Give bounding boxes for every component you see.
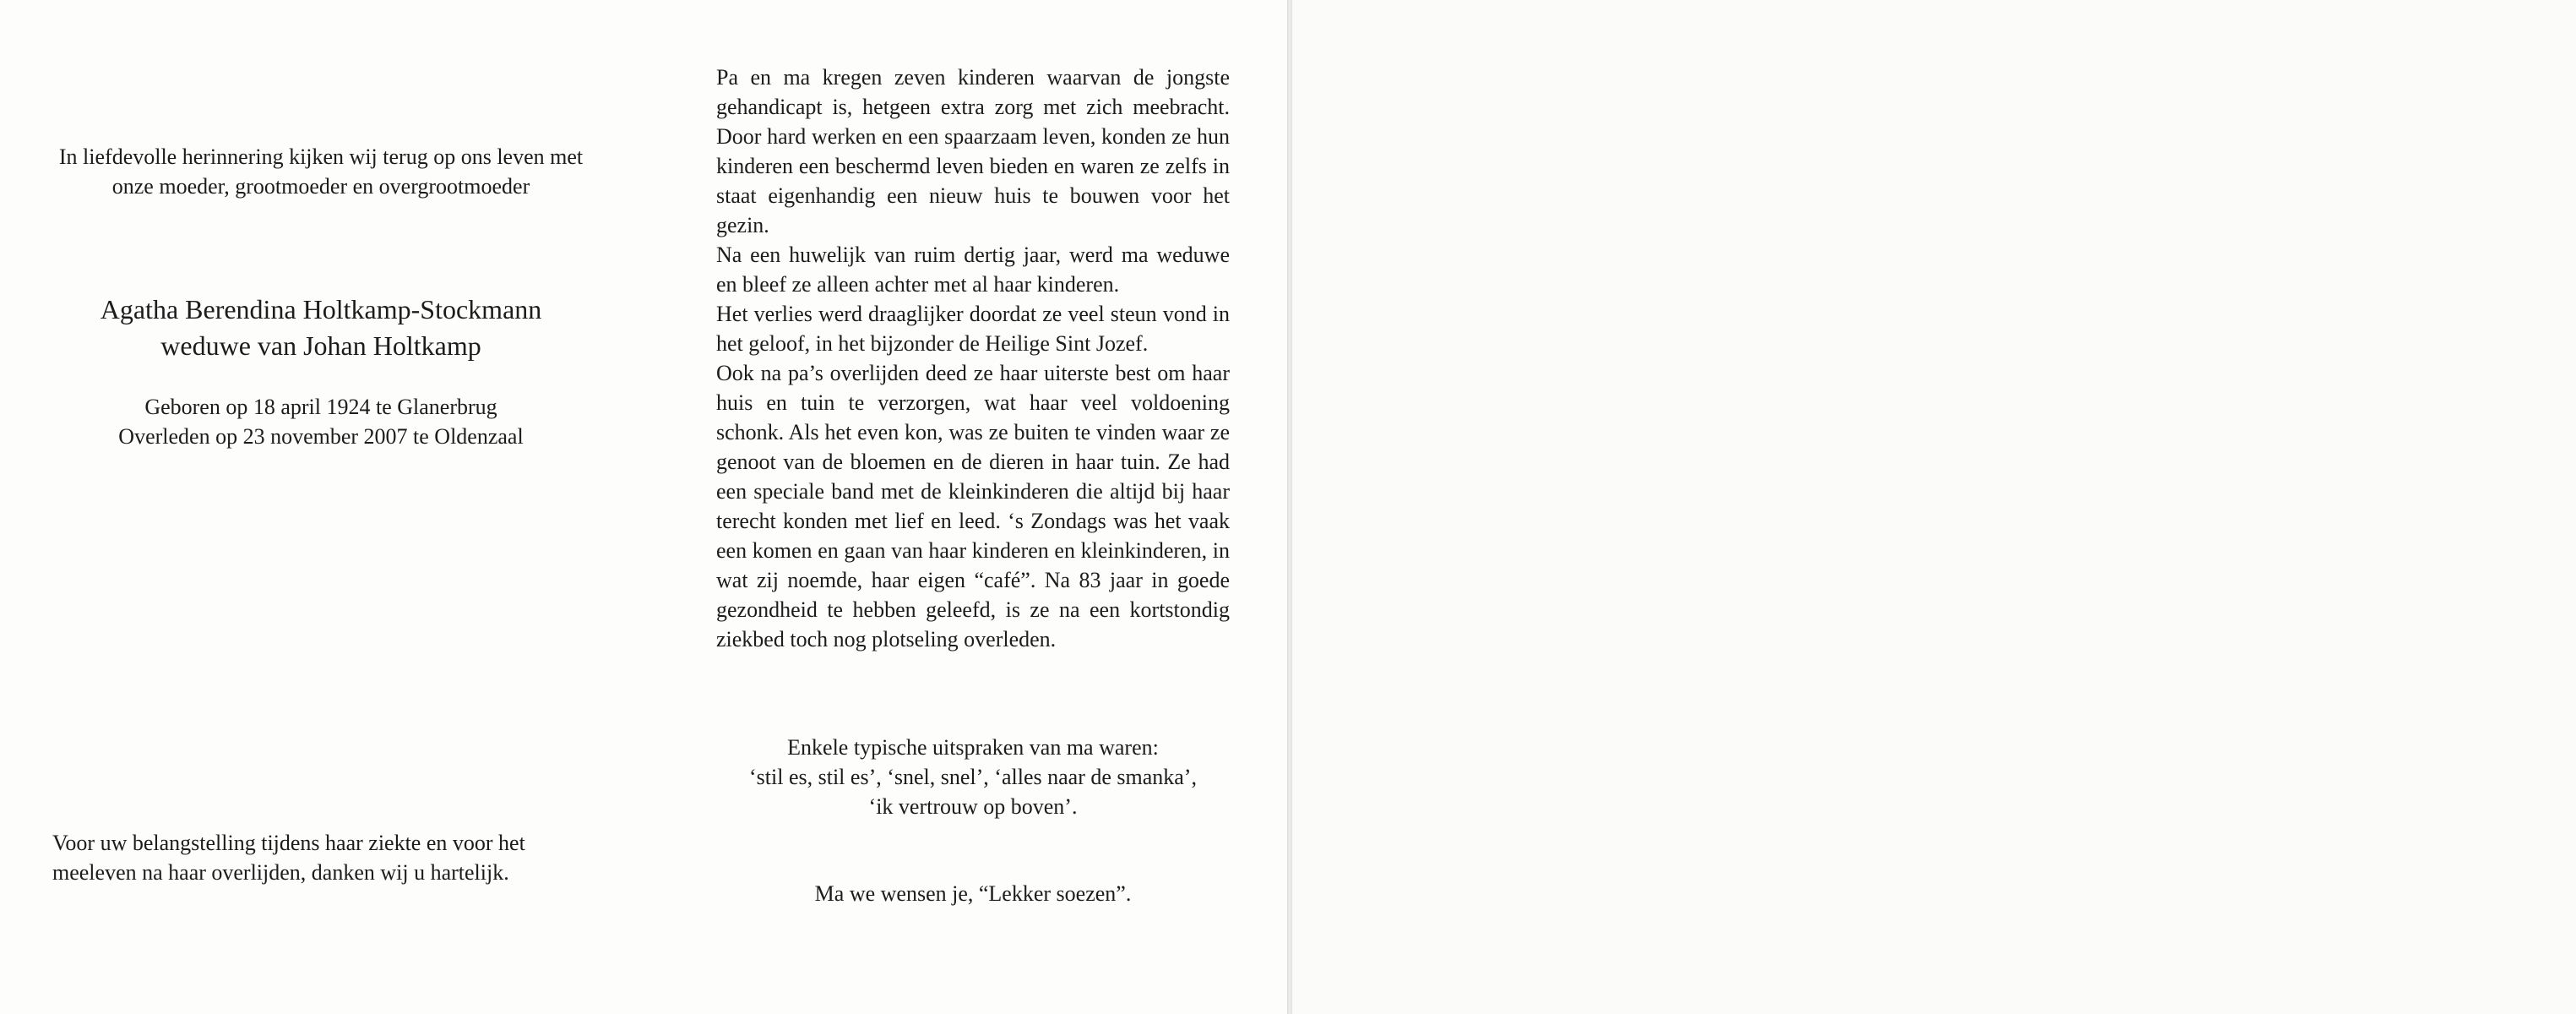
intro-paragraph: In liefdevolle herinnering kijken wij terug op ons leven met onze moeder, grootmoeder en overgrootmoeder [58, 144, 584, 199]
closing-line: Ma we wensen je, “Lekker soezen”. [814, 881, 1132, 906]
sayings-line: ‘ik vertrouw op boven’. [868, 794, 1078, 819]
death-line: Overleden op 23 november 2007 te Oldenzaal [118, 424, 524, 449]
widow-of: weduwe van Johan Holtkamp [160, 330, 481, 361]
deceased-block [34, 292, 608, 364]
biography-paragraph: Na een huwelijk van ruim dertig jaar, werd ma weduwe en bleef ze alleen achter met al haar kinderen. [716, 243, 1230, 297]
thanks-paragraph: Voor uw belangstelling tijdens haar ziekte en voor het meeleven na haar overlijden, danken wij u hartelijk. [52, 831, 525, 885]
biography-text [716, 63, 1230, 654]
intro-text [51, 142, 591, 201]
card-cover-page [1292, 0, 2576, 1014]
thanks-text [52, 828, 593, 887]
sayings-intro: Enkele typische uitspraken van ma waren: [787, 735, 1159, 760]
biography-paragraph: Pa en ma kregen zeven kinderen waarvan de jongste gehandicapt is, hetgeen extra zorg met zich meebracht. Door hard werken en een spaarzaam leven, konden ze hun kinderen een beschermd leven bieden en waren ze zelfs in staat eigenhandig een nieuw huis te bouwen voor het gezin. [716, 65, 1230, 237]
sayings-block [716, 733, 1230, 821]
sayings-line: ‘stil es, stil es’, ‘snel, snel’, ‘alles naar de smanka’, [749, 765, 1197, 789]
birth-line: Geboren op 18 april 1924 te Glanerbrug [144, 395, 497, 419]
biography-paragraph: Het verlies werd draaglijker doordat ze veel steun vond in het geloof, in het bijzonder de Heilige Sint Jozef. [716, 302, 1230, 356]
dates-block [34, 392, 608, 451]
deceased-name: Agatha Berendina Holtkamp-Stockmann [100, 294, 542, 324]
biography-paragraph: Ook na pa’s overlijden deed ze haar uiterste best om haar huis en tuin te verzorgen, wat haar veel voldoening schonk. Als het even kon, was ze buiten te vinden waar ze genoot van de bloemen en de dieren in haar tuin. Ze had een speciale band met de kleinkinderen die altijd bij haar terecht konden met lief en leed. ‘s Zondags was het vaak een komen en gaan van haar kinderen en kleinkinderen, in wat zij noemde, haar eigen “café”. Na 83 jaar in goede gezondheid te hebben geleefd, is ze na een kortstondig ziekbed toch nog plotseling overleden. [716, 361, 1230, 651]
